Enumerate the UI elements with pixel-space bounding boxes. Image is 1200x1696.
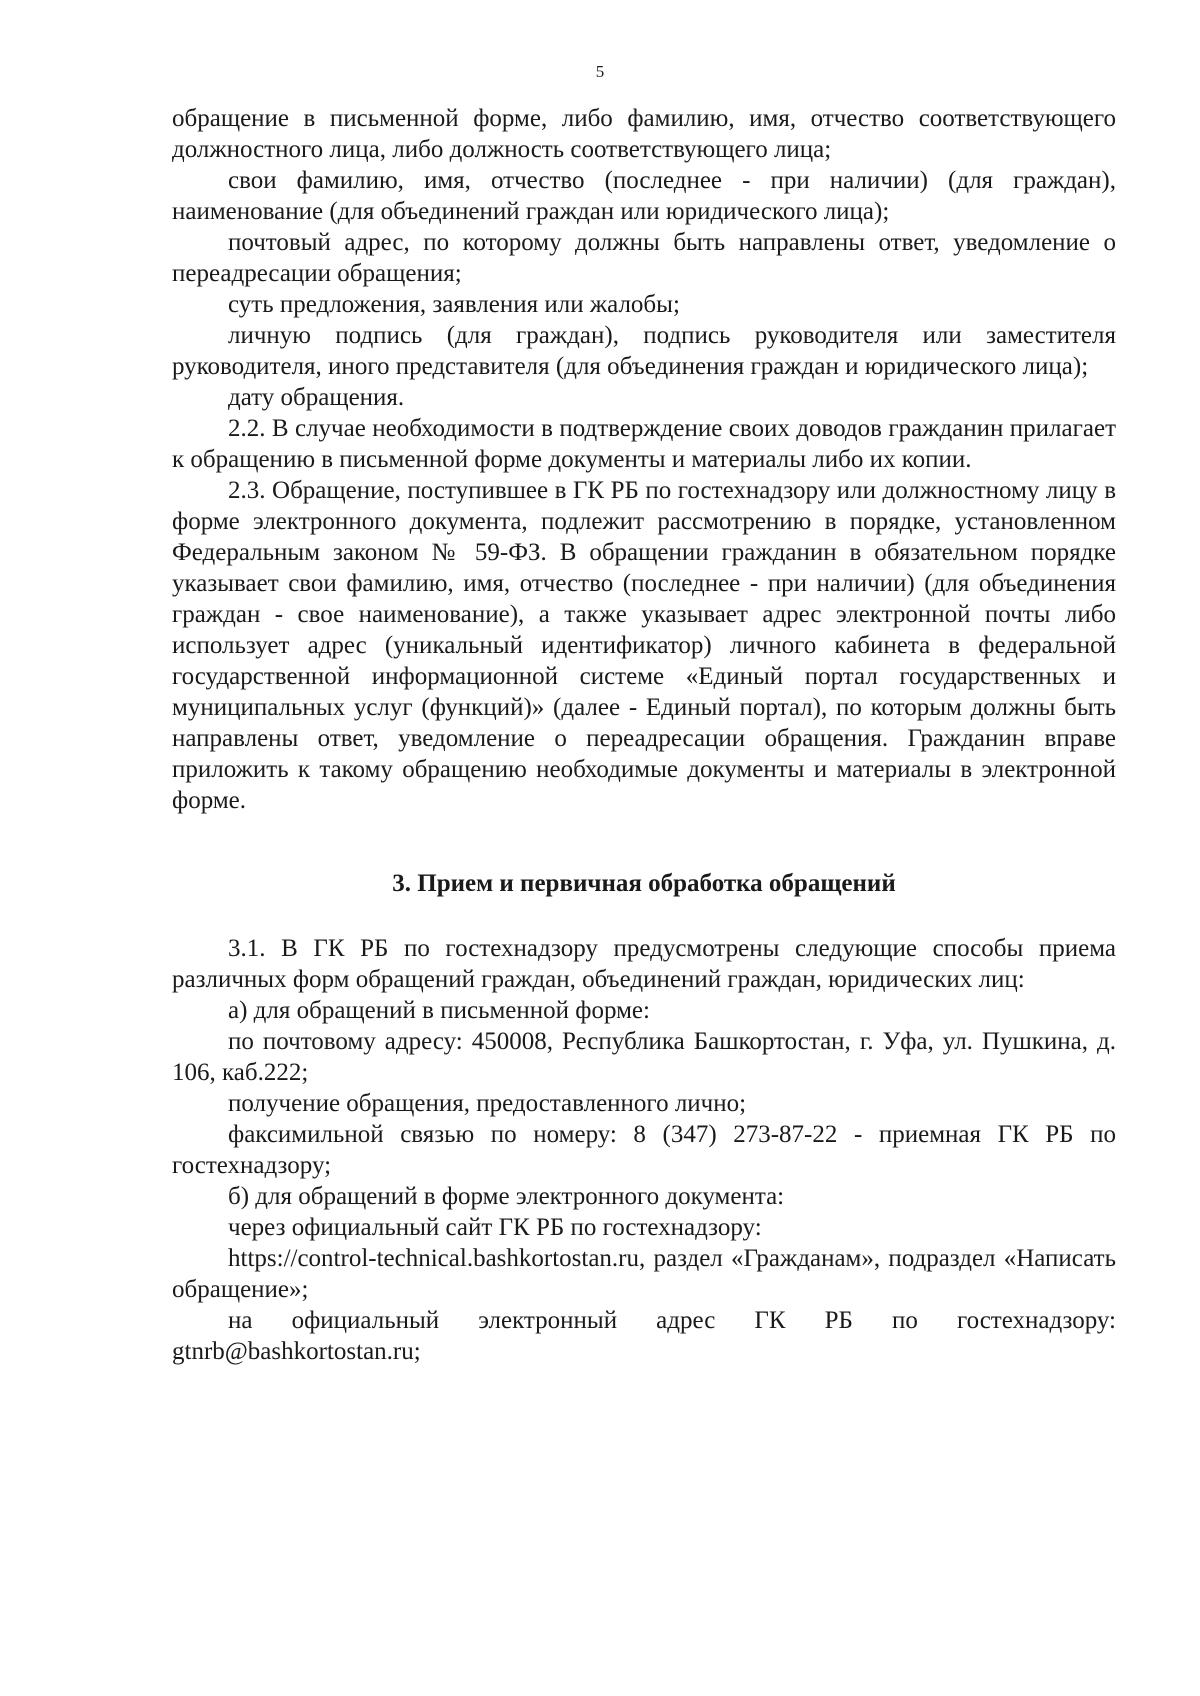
section-heading: 3. Прием и первичная обработка обращений — [392, 870, 896, 897]
paragraph: б) для обращений в форме электронного документа: — [228, 1183, 785, 1210]
paragraph: суть предложения, заявления или жалобы; — [228, 291, 680, 318]
page-number: 5 — [595, 62, 605, 81]
paragraph: 2.2. В случае необходимости в подтверждение своих доводов гражданин прилагает к обращению в письменной форме документы и материалы либо их копии. — [172, 415, 1116, 473]
paragraph: 3.1. В ГК РБ по гостехнадзору предусмотрены следующие способы приема различных форм обращений граждан, объединений граждан, юридических лиц: — [172, 935, 1116, 993]
paragraphs-after-heading — [172, 933, 1116, 1367]
email-paragraph: на официальный электронный адрес ГК РБ по гостехнадзору: gtnrb@bashkortostan.ru; — [172, 1307, 1116, 1365]
paragraph: через официальный сайт ГК РБ по гостехнадзору: — [228, 1214, 762, 1241]
paragraph: почтовый адрес, по которому должны быть направлены ответ, уведомление о переадресации обращения; — [172, 229, 1116, 287]
paragraph: по почтовому адресу: 450008, Республика Башкортостан, г. Уфа, ул. Пушкина, д. 106, каб.222; — [172, 1028, 1116, 1086]
paragraph: факсимильной связью по номеру: 8 (347) 273-87-22 - приемная ГК РБ по гостехнадзору; — [172, 1121, 1116, 1179]
paragraph: 2.3. Обращение, поступившее в ГК РБ по гостехнадзору или должностному лицу в форме электронного документа, подлежит рассмотрению в порядке, установленном Федеральным законом № 59-ФЗ. В обращении гражданин в обязательном порядке указывает свои фамилию, имя, отчество (последнее - при наличии) (для объединения граждан - свое наименование), а также указывает адрес электронной почты либо использует адрес (уникальный идентификатор) личного кабинета в федеральной государственной информационной системе «Единый портал государственных и муниципальных услуг (функций)» (далее - Единый портал), по которым должны быть направлены ответ, уведомление о переадресации обращения. Гражданин вправе приложить к такому обращению необходимые документы и материалы в электронной форме. — [172, 477, 1116, 814]
paragraph: получение обращения, предоставленного лично; — [228, 1090, 747, 1117]
paragraph: а) для обращений в письменной форме: — [228, 997, 650, 1024]
paragraph: личную подпись (для граждан), подпись руководителя или заместителя руководителя, иного представителя (для объединения граждан и юридического лица); — [172, 322, 1116, 380]
website-paragraph: https://control-technical.bashkortostan.ru, раздел «Гражданам», подраздел «Написать обращение»; — [172, 1245, 1116, 1303]
paragraph: свои фамилию, имя, отчество (последнее - при наличии) (для граждан), наименование (для объединений граждан или юридического лица); — [172, 167, 1116, 225]
document-body — [172, 103, 1116, 1367]
paragraph: обращение в письменной форме, либо фамилию, имя, отчество соответствующего должностного лица, либо должность соответствующего лица; — [172, 105, 1116, 163]
paragraphs-before-heading — [172, 103, 1116, 816]
paragraph: дату обращения. — [228, 384, 405, 411]
